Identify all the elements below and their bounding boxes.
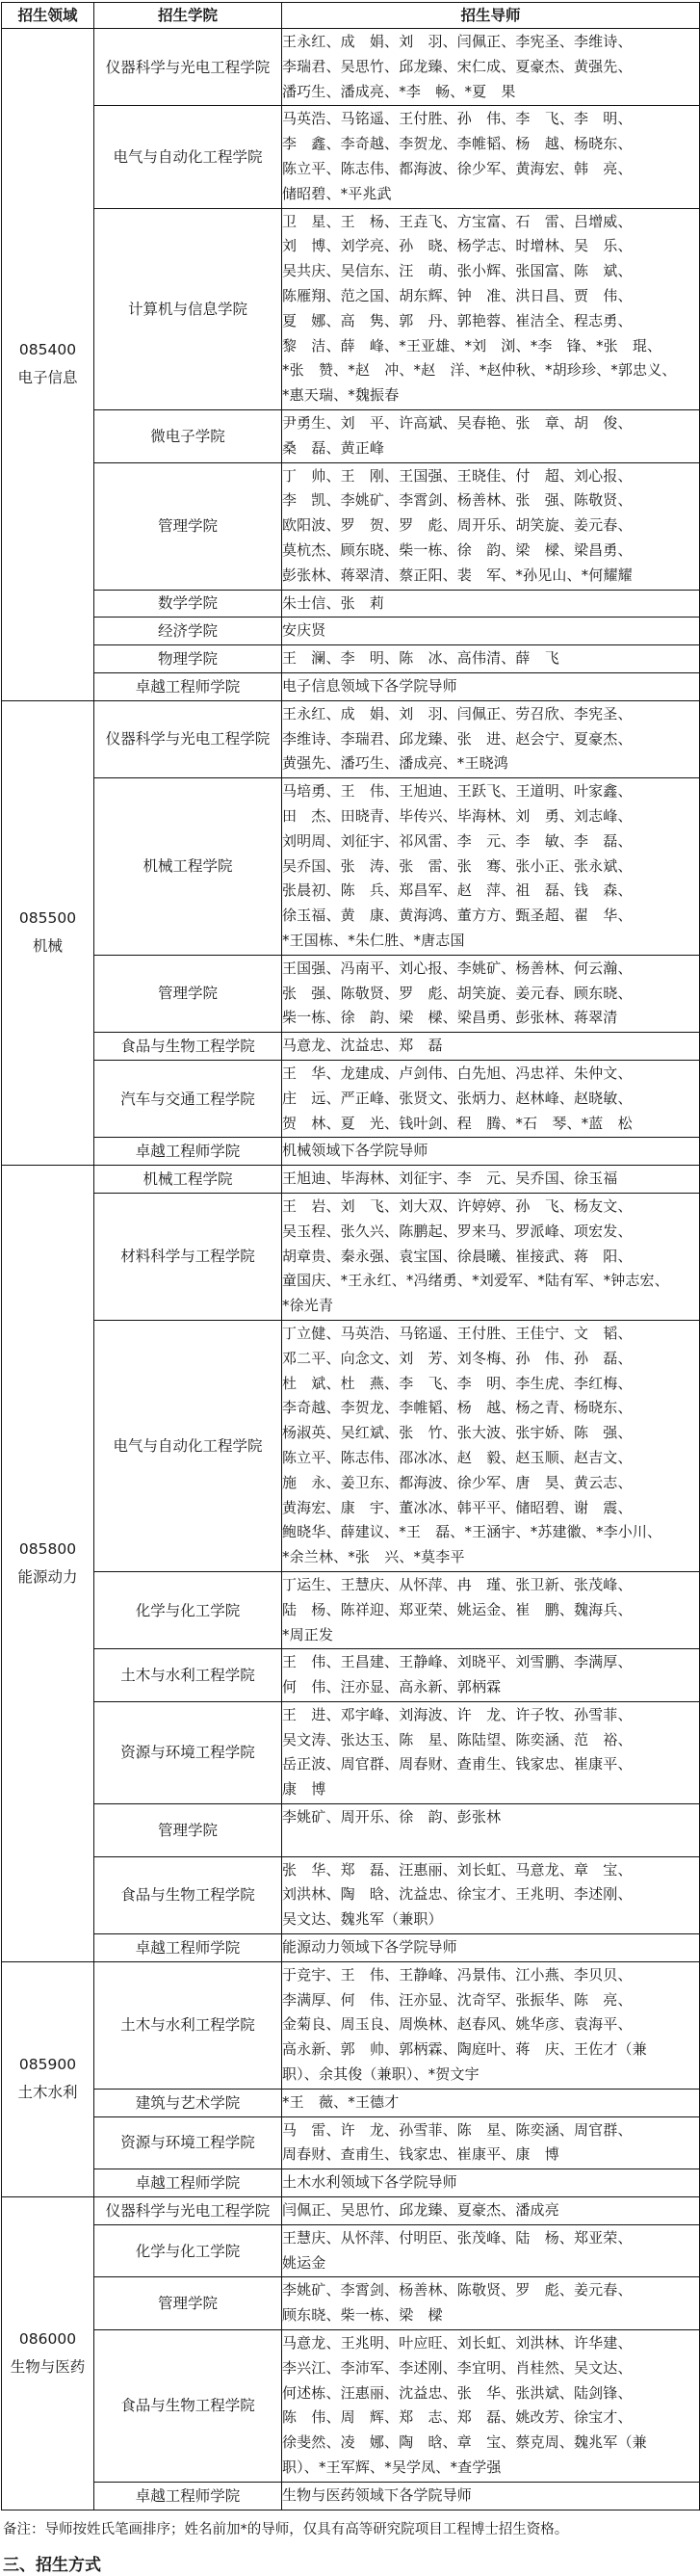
tutor-names-line: 邓二平、向念文、刘 芳、刘冬梅、孙 伟、孙 磊、 — [282, 1349, 633, 1367]
tutor-names-line: 黎 洁、薛 峰、*王亚雄、*刘 浏、*李 锋、*张 琨、 — [282, 336, 662, 355]
table-row — [2, 409, 700, 462]
tutor-names-line: 王 岩、刘 飞、刘大双、许婷婷、孙 飞、杨友文、 — [282, 1196, 633, 1215]
table-row — [2, 645, 700, 673]
tutor-names-line: 张 华、郑 磊、汪惠丽、刘长虹、马意龙、章 宝、 — [282, 1860, 633, 1879]
table-row — [2, 1320, 700, 1571]
table-row — [2, 29, 700, 106]
college-cell: 物理学院 — [94, 645, 282, 673]
college-cell: 微电子学院 — [94, 409, 282, 462]
tutor-names-line: 欧阳波、罗 贺、罗 彪、周开乐、胡笑旋、姜元春、 — [282, 516, 633, 535]
tutor-names-line: 施 永、姜卫东、都海波、徐少军、唐 昊、黄云志、 — [282, 1473, 633, 1491]
table-row — [2, 778, 700, 956]
college-cell: 食品与生物工程学院 — [94, 2330, 282, 2483]
tutor-names-line: 尹勇生、刘 平、许高斌、吴春艳、张 章、胡 俊、 — [282, 413, 633, 432]
tutors-cell — [282, 1701, 700, 1803]
table-row — [2, 1804, 700, 1857]
tutor-names-line: 吴文达、魏兆军（兼职） — [282, 1910, 443, 1929]
tutor-names-line: 陈 伟、周 辉、郑 志、郑 磊、姚改芳、徐宝才、 — [282, 2408, 633, 2427]
tutor-names-line: *徐光青 — [282, 1297, 334, 1315]
tutor-names-line: 刘明周、刘征宇、祁风雷、李 元、李 敏、李 磊、 — [282, 831, 633, 850]
college-cell: 汽车与交通工程学院 — [94, 1060, 282, 1137]
tutor-names-line: 何述栋、汪惠丽、沈益忠、张 华、张洪斌、陆剑锋、 — [282, 2383, 633, 2402]
tutor-names-line: 王国强、冯南平、刘心报、李姚矿、杨善林、何云瀚、 — [282, 959, 633, 977]
tutors-cell — [282, 2277, 700, 2330]
tutor-names-line: 机械领域下各学院导师 — [282, 1142, 428, 1160]
tutor-names-line: 徐斐然、凌 娜、陶 晗、章 宝、蔡克周、魏兆军（兼 — [282, 2433, 647, 2452]
tutor-names-line: 田 杰、田晓青、毕传兴、毕海林、刘 勇、刘志峰、 — [282, 806, 633, 825]
tutor-names-line: 王 进、邓宇峰、刘海波、许 龙、许子牧、孙雪菲、 — [282, 1705, 633, 1723]
tutor-names-line: 安庆贤 — [282, 621, 326, 640]
tutor-names-line: 职）、*王军辉、*吴学凤、*查学强 — [282, 2458, 502, 2477]
college-cell: 卓越工程师学院 — [94, 1138, 282, 1166]
tutor-names-line: 马意龙、沈益忠、郑 磊 — [282, 1037, 443, 1055]
tutor-names-line: 李姚矿、李霄剑、杨善林、陈敬贤、罗 彪、姜元春、 — [282, 2281, 633, 2300]
field-name: 电子信息 — [17, 369, 78, 387]
college-cell: 数学学院 — [94, 590, 282, 618]
tutors-cell — [282, 462, 700, 590]
tutor-names-line: 李姚矿、周开乐、徐 韵、彭张林 — [282, 1808, 502, 1827]
tutors-cell — [282, 1571, 700, 1648]
table-row — [2, 208, 700, 409]
field-cell — [2, 700, 94, 1165]
table-row — [2, 2224, 700, 2277]
college-cell: 土木与水利工程学院 — [94, 1961, 282, 2089]
tutor-names-line: 王 华、龙建成、卢剑伟、白先旭、冯忠祥、朱仲文、 — [282, 1064, 633, 1082]
field-name: 机械 — [32, 937, 63, 956]
table-row — [2, 700, 700, 777]
tutor-names-line: 莫杭杰、顾东晓、柴一栋、徐 韵、梁 樑、梁昌勇、 — [282, 540, 633, 559]
table-row — [2, 1166, 700, 1194]
table-row — [2, 462, 700, 590]
tutors-cell — [282, 106, 700, 208]
college-cell: 管理学院 — [94, 955, 282, 1032]
tutors-cell — [282, 1934, 700, 1962]
college-cell: 食品与生物工程学院 — [94, 1033, 282, 1061]
tutor-names-line: 电子信息领域下各学院导师 — [282, 676, 457, 695]
field-code: 085800 — [18, 1539, 77, 1558]
tutor-names-line: 吴玉程、张久兴、陈鹏起、罗来马、罗派峰、项宏发、 — [282, 1222, 633, 1240]
footnote: 备注：导师按姓氏笔画排序；姓名前加*的导师，仅具有高等研究院项目工程博士招生资格。 — [3, 2521, 569, 2537]
college-cell: 资源与环境工程学院 — [94, 1701, 282, 1803]
college-cell: 化学与化工学院 — [94, 2224, 282, 2277]
tutor-names-line: 卫 星、王 杨、王垚飞、方宝富、石 雷、吕增威、 — [282, 212, 633, 230]
tutor-names-line: 陈雁翔、范之国、胡东辉、钟 准、洪日昌、贾 伟、 — [282, 286, 633, 304]
table-row — [2, 618, 700, 645]
table-row — [2, 106, 700, 208]
tutor-names-line: 丁立健、马英浩、马铭遥、王付胜、王佳宁、文 韬、 — [282, 1324, 633, 1342]
tutors-cell — [282, 208, 700, 409]
tutor-names-line: 童国庆、*王永红、*冯绪勇、*刘爱军、*陆有军、*钟志宏、 — [282, 1272, 669, 1290]
tutor-names-line: 马培勇、王 伟、王旭迪、王跃飞、王道明、叶家鑫、 — [282, 782, 633, 801]
table-row — [2, 1033, 700, 1061]
tutor-names-line: 王 伟、王昌建、王静峰、刘晓平、刘雪鹏、李满厚、 — [282, 1653, 633, 1671]
tutors-cell — [282, 1856, 700, 1933]
tutor-names-line: 李兴江、李沛军、李述刚、李宜明、肖桂然、吴文达、 — [282, 2358, 633, 2377]
tutor-names-line: 顾东晓、柴一栋、梁 樑 — [282, 2306, 443, 2325]
tutors-cell — [282, 1320, 700, 1571]
tutors-cell — [282, 409, 700, 462]
field-code: 085500 — [18, 909, 77, 928]
tutors-cell — [282, 955, 700, 1032]
tutor-names-line: 潘巧生、潘成亮、*李 畅、*夏 果 — [282, 82, 516, 100]
field-name: 土木水利 — [17, 2084, 78, 2102]
tutors-cell — [282, 2089, 700, 2116]
table-row — [2, 2197, 700, 2225]
college-cell: 电气与自动化工程学院 — [94, 106, 282, 208]
tutors-cell — [282, 590, 700, 618]
tutor-names-line: 生物与医药领域下各学院导师 — [282, 2485, 472, 2504]
tutor-names-line: 职）、余其俊（兼职）、*贺文宇 — [282, 2065, 480, 2084]
tutor-names-line: 吴文涛、张达玉、陈 星、陈陆望、陈奕涵、范 裕、 — [282, 1730, 633, 1748]
tutor-names-line: 黄海宏、康 宇、董冰冰、韩平平、储昭碧、谢 震、 — [282, 1498, 633, 1516]
college-cell: 食品与生物工程学院 — [94, 1856, 282, 1933]
tutor-names-line: 庄 远、严正峰、张贤文、张炳力、赵林峰、赵晓敏、 — [282, 1089, 633, 1107]
tutors-cell — [282, 29, 700, 106]
tutor-names-line: 朱士信、张 莉 — [282, 593, 385, 612]
tutors-cell — [282, 2330, 700, 2483]
college-cell: 经济学院 — [94, 618, 282, 645]
tutors-cell — [282, 1804, 700, 1857]
table-row — [2, 2169, 700, 2197]
table-row — [2, 1649, 700, 1702]
tutor-names-line: 李瑞君、吴思竹、邱龙臻、宋仁成、夏豪杰、黄强先、 — [282, 57, 633, 75]
college-cell: 土木与水利工程学院 — [94, 1649, 282, 1702]
tutor-names-line: 金菊良、周玉良、周焕林、赵春风、姚华彦、袁海平、 — [282, 2015, 633, 2034]
tutor-names-line: 姚运金 — [282, 2253, 326, 2272]
tutor-names-line: 王永红、成 娟、刘 羽、闫佩正、劳召欣、李宪圣、 — [282, 704, 633, 723]
tutor-names-line: 张 强、陈敬贤、罗 彪、胡笑旋、姜元春、顾东晓、 — [282, 984, 633, 1002]
tutors-cell — [282, 778, 700, 956]
tutor-names-line: 陆 杨、陈祥迎、郑亚荣、姚运金、崔 鹏、魏海兵、 — [282, 1600, 633, 1618]
field-cell — [2, 2197, 94, 2510]
table-row — [2, 590, 700, 618]
tutor-names-line: 陈立平、陈志伟、邵冰冰、赵 毅、赵玉顺、赵吉文、 — [282, 1448, 633, 1466]
tutor-names-line: 吴乔国、张 涛、张 雷、张 骞、张小正、张永斌、 — [282, 856, 633, 875]
college-cell: 卓越工程师学院 — [94, 2169, 282, 2197]
tutor-names-line: 夏 娜、高 隽、郭 丹、郭艳蓉、崔洁全、程志勇、 — [282, 311, 633, 329]
tutor-names-line: 马意龙、王兆明、叶应旺、刘长虹、刘洪林、许华建、 — [282, 2334, 633, 2353]
table-row — [2, 2482, 700, 2510]
tutor-names-line: 李满厚、何 伟、汪亦显、沈奇罕、张振华、陈 亮、 — [282, 1990, 633, 2009]
tutor-names-line: 马 雷、许 龙、孙雪菲、陈 星、陈奕涵、周官群、 — [282, 2120, 633, 2139]
tutor-names-line: 于竞宇、王 伟、王静峰、冯景伟、江小燕、李贝贝、 — [282, 1965, 633, 1984]
tutor-names-line: 李维诗、李瑞君、邱龙臻、张 进、赵会宁、夏豪杰、 — [282, 729, 633, 748]
college-cell: 计算机与信息学院 — [94, 208, 282, 409]
tutor-names-line: *周正发 — [282, 1625, 334, 1643]
tutors-cell — [282, 1649, 700, 1702]
tutors-cell — [282, 1138, 700, 1166]
table-body — [2, 29, 700, 2510]
tutor-names-line: 丁运生、王慧庆、从怀萍、冉 瑾、张卫新、张茂峰、 — [282, 1575, 633, 1593]
field-code: 085400 — [18, 341, 77, 359]
tutor-names-line: 贺 林、夏 光、钱叶剑、程 腾、*石 琴、*蓝 松 — [282, 1114, 633, 1132]
tutor-names-line: 桑 磊、黄正峰 — [282, 438, 385, 457]
tutor-names-line: 王永红、成 娟、刘 羽、闫佩正、李宪圣、李维诗、 — [282, 33, 633, 50]
tutors-cell — [282, 2169, 700, 2197]
college-cell: 卓越工程师学院 — [94, 1934, 282, 1962]
tutor-names-line: *惠天瑞、*魏振春 — [282, 386, 400, 405]
tutor-names-line: 刘 博、刘学亮、孙 晓、杨学志、时增林、吴 乐、 — [282, 237, 633, 255]
college-cell: 机械工程学院 — [94, 778, 282, 956]
college-cell: 电气与自动化工程学院 — [94, 1320, 282, 1571]
table-row — [2, 2089, 700, 2116]
tutor-names-line: 胡章贵、秦永强、袁宝国、徐晨曦、崔接武、蒋 阳、 — [282, 1247, 633, 1265]
college-cell: 管理学院 — [94, 1804, 282, 1857]
tutor-names-line: 张晨初、陈 兵、郑昌军、赵 萍、祖 磊、钱 森、 — [282, 881, 633, 900]
college-cell: 建筑与艺术学院 — [94, 2089, 282, 2116]
tutor-names-line: 彭张林、蒋翠清、蔡正阳、裴 军、*孙见山、*何耀耀 — [282, 565, 633, 584]
tutor-names-line: 吴共庆、吴信东、汪 萌、张小辉、张国富、陈 斌、 — [282, 262, 633, 280]
college-cell: 机械工程学院 — [94, 1166, 282, 1194]
field-cell — [2, 1166, 94, 1962]
table-row — [2, 1193, 700, 1320]
table-row — [2, 1934, 700, 1962]
table-row — [2, 2330, 700, 2483]
table-row — [2, 1961, 700, 2089]
tutor-names-line: 王慧庆、从怀萍、付明臣、张茂峰、陆 杨、郑亚荣、 — [282, 2228, 633, 2247]
tutors-cell — [282, 645, 700, 673]
tutors-cell — [282, 672, 700, 700]
tutor-names-line: 高永新、郭 帅、郭柄霖、陶庭叶、蒋 庆、王佐才（兼 — [282, 2040, 647, 2059]
tutor-names-line: 康 博 — [282, 1780, 326, 1799]
tutors-cell — [282, 618, 700, 645]
college-cell: 资源与环境工程学院 — [94, 2116, 282, 2169]
tutors-cell — [282, 1193, 700, 1320]
tutor-names-line: 何 伟、汪亦显、高永新、郭柄霖 — [282, 1678, 502, 1696]
college-cell: 卓越工程师学院 — [94, 672, 282, 700]
college-cell: 材料科学与工程学院 — [94, 1193, 282, 1320]
tutor-names-line: *王国栋、*朱仁胜、*唐志国 — [282, 931, 465, 949]
tutor-names-line: 徐玉福、黄 康、黄海鸿、董方方、甄圣超、翟 华、 — [282, 907, 633, 925]
tutor-names-line: 能源动力领域下各学院导师 — [282, 1938, 457, 1957]
field-cell — [2, 29, 94, 701]
tutor-names-line: 陈立平、陈志伟、都海波、徐少军、黄海宏、韩 亮、 — [282, 159, 633, 177]
college-cell: 管理学院 — [94, 2277, 282, 2330]
college-cell: 仪器科学与光电工程学院 — [94, 29, 282, 106]
table-row — [2, 955, 700, 1032]
header-tutors: 招生导师 — [282, 3, 700, 29]
field-code: 086000 — [18, 2329, 77, 2348]
table-row — [2, 1138, 700, 1166]
college-cell: 卓越工程师学院 — [94, 2482, 282, 2510]
tutor-names-line: *余兰林、*张 兴、*莫李平 — [282, 1548, 465, 1566]
tutor-names-line: 丁 帅、王 刚、王国强、王晓佳、付 超、刘心报、 — [282, 466, 633, 485]
field-code: 085900 — [18, 2056, 77, 2074]
tutor-names-line: 李 鑫、李奇越、李贺龙、李帷韬、杨 越、杨晓东、 — [282, 135, 633, 153]
table-row — [2, 2277, 700, 2330]
tutor-names-line: 储昭碧、*平兆武 — [282, 184, 392, 202]
college-cell: 仪器科学与光电工程学院 — [94, 700, 282, 777]
tutor-names-line: 杨淑英、吴红斌、张 竹、张大波、张宇娇、陈 强、 — [282, 1424, 633, 1442]
tutor-table — [1, 2, 700, 2510]
tutor-names-line: 王旭迪、毕海林、刘征宇、李 元、吴乔国、徐玉福 — [282, 1170, 618, 1188]
tutors-cell — [282, 700, 700, 777]
field-cell — [2, 1961, 94, 2196]
tutor-names-line: *张 赞、*赵 冲、*赵 洋、*赵仲秋、*胡珍珍、*郭忠义、 — [282, 361, 677, 380]
college-cell: 管理学院 — [94, 462, 282, 590]
tutors-cell — [282, 1033, 700, 1061]
header-college: 招生学院 — [94, 3, 282, 29]
tutors-cell — [282, 1060, 700, 1137]
field-name: 生物与医药 — [10, 2357, 86, 2376]
tutor-names-line: 李 凯、李姚矿、李霄剑、杨善林、张 强、陈敬贤、 — [282, 491, 633, 510]
tutor-names-line: *王 薇、*王德才 — [282, 2092, 400, 2111]
field-name: 能源动力 — [17, 1567, 78, 1586]
tutor-names-line: 周春财、查甫生、钱家忠、崔康平、康 博 — [282, 2145, 559, 2164]
table-row — [2, 2116, 700, 2169]
tutors-cell — [282, 2482, 700, 2510]
table-row — [2, 672, 700, 700]
tutor-names-line: 马英浩、马铭遥、王付胜、孙 伟、李 飞、李 明、 — [282, 110, 633, 128]
tutor-names-line: 杜 斌、杜 燕、李 飞、李 明、李生虎、李红梅、 — [282, 1374, 633, 1392]
tutors-cell — [282, 2224, 700, 2277]
tutor-names-line: 闫佩正、吴思竹、邱龙臻、夏豪杰、潘成亮 — [282, 2201, 559, 2220]
tutors-cell — [282, 1961, 700, 2089]
header-field: 招生领域 — [2, 3, 94, 29]
table-row — [2, 1060, 700, 1137]
tutors-cell — [282, 1166, 700, 1194]
tutor-names-line: 黄强先、潘巧生、潘成亮、*王晓鸿 — [282, 754, 508, 773]
college-cell: 化学与化工学院 — [94, 1571, 282, 1648]
tutors-cell — [282, 2116, 700, 2169]
tutor-names-line: 岳正波、周官群、周春财、查甫生、钱家忠、崔康平、 — [282, 1755, 633, 1774]
section-heading: 三、招生方式 — [3, 2555, 101, 2575]
tutor-names-line: 鲍晓华、薛建议、*王 磊、*王涵宇、*苏建徽、*李小川、 — [282, 1523, 662, 1541]
table-row — [2, 1571, 700, 1648]
table-row — [2, 1701, 700, 1803]
tutors-cell — [282, 2197, 700, 2225]
college-cell: 仪器科学与光电工程学院 — [94, 2197, 282, 2225]
table-header-row — [2, 3, 700, 29]
tutor-names-line: 王 澜、李 明、陈 冰、高伟清、薛 飞 — [282, 649, 559, 668]
tutor-names-line: 柴一栋、徐 韵、梁 樑、梁昌勇、彭张林、蒋翠清 — [282, 1009, 618, 1027]
tutor-names-line: 李奇越、李贺龙、李帷韬、杨 越、杨之青、杨晓东、 — [282, 1399, 633, 1417]
tutor-names-line: 土木水利领域下各学院导师 — [282, 2173, 457, 2192]
tutor-names-line: 刘洪林、陶 晗、沈益忠、徐宝才、王兆明、李述刚、 — [282, 1885, 633, 1904]
table-row — [2, 1856, 700, 1933]
